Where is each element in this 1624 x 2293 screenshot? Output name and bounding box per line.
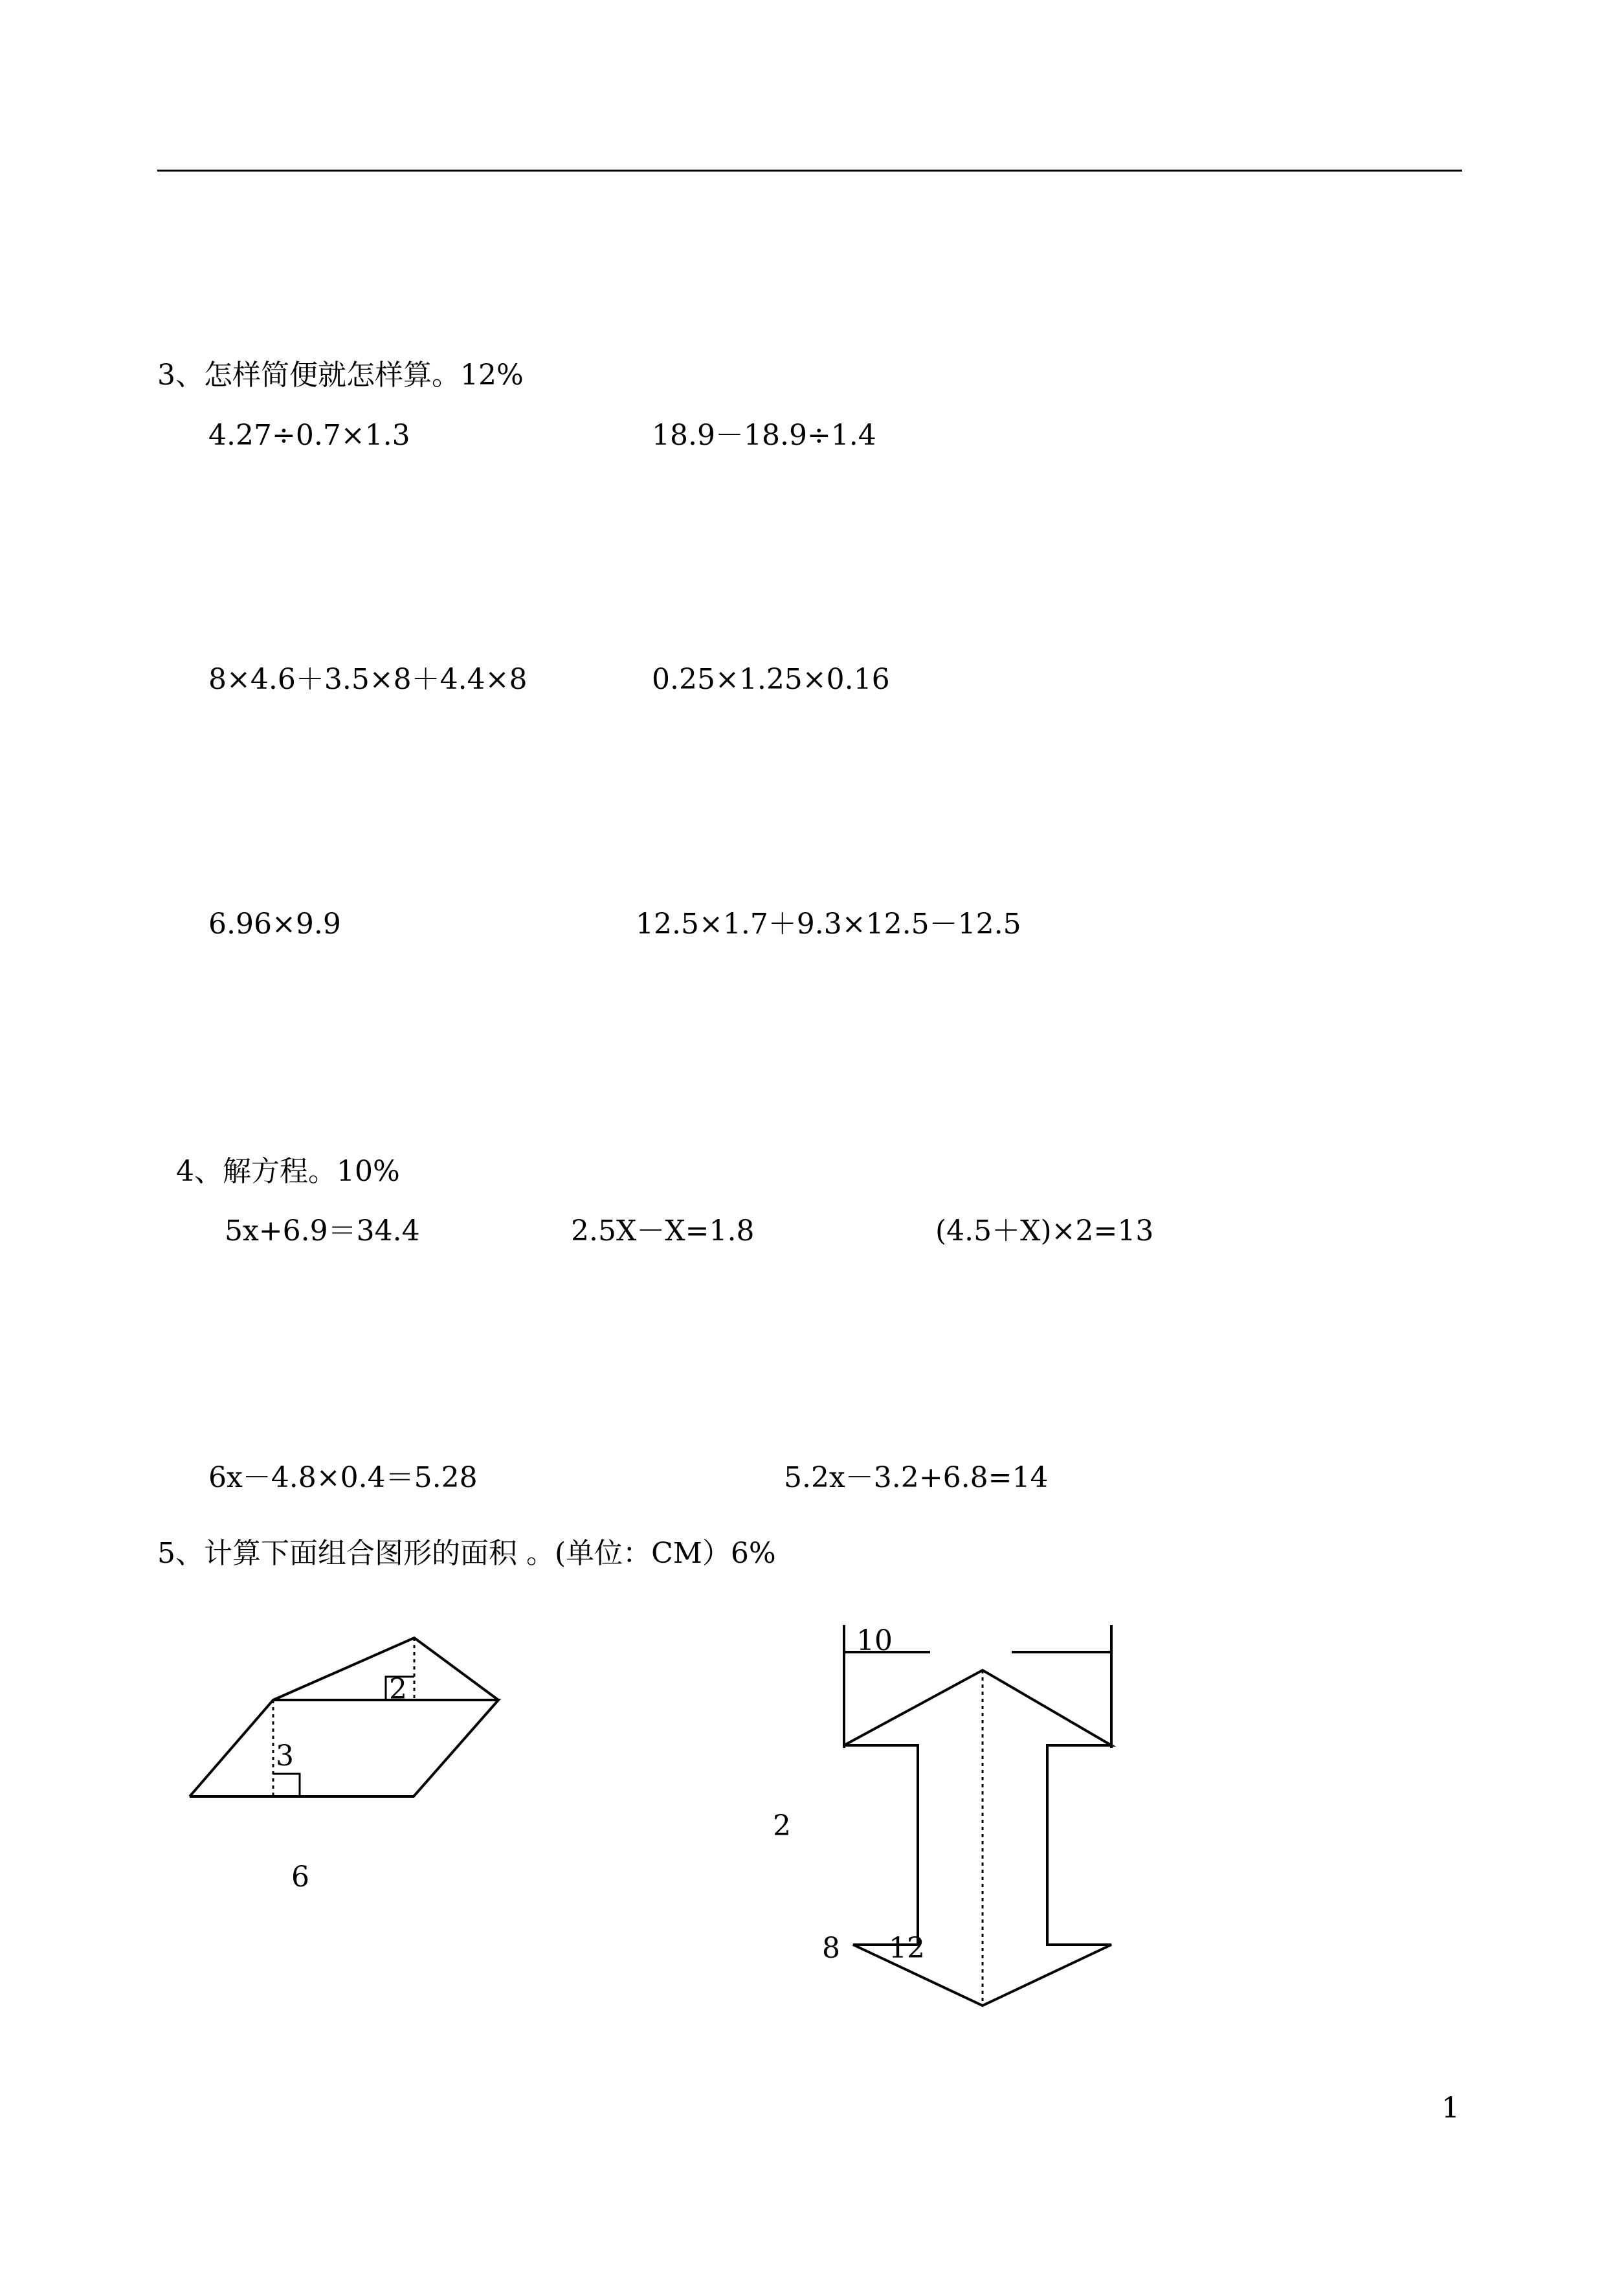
equation-1: 5x+6.9＝34.4 [225, 1214, 420, 1247]
problem-3-5: 6.96×9.9 [208, 908, 341, 941]
figure1-label-height-lower: 3 [276, 1739, 294, 1773]
parallelogram-outline [190, 1700, 498, 1796]
page-number: 1 [1441, 2092, 1460, 2125]
figure1-label-height-upper: 2 [389, 1673, 407, 1706]
figure2-label-bottom: 12 [889, 1932, 925, 1965]
right-angle-mark-lower [273, 1774, 300, 1796]
figure2-label-left-bottom: 8 [822, 1932, 840, 1965]
equation-5: 5.2x－3.2+6.8=14 [784, 1461, 1049, 1494]
triangle-outline [273, 1638, 498, 1700]
figure2-label-side-height: 2 [773, 1809, 791, 1842]
problem-3-4: 0.25×1.25×0.16 [652, 663, 890, 696]
equation-3: (4.5＋X)×2=13 [935, 1214, 1154, 1247]
arrow-outline [844, 1670, 1111, 2006]
problem-3-1: 4.27÷0.7×1.3 [208, 419, 410, 452]
figure1-label-base: 6 [291, 1861, 309, 1894]
header-rule [157, 170, 1462, 172]
figure2-label-top-width: 10 [856, 1624, 893, 1657]
problem-3-3: 8×4.6＋3.5×8＋4.4×8 [208, 663, 528, 696]
section3-heading: 3、怎样简便就怎样算。12% [157, 359, 524, 392]
problem-3-6: 12.5×1.7＋9.3×12.5－12.5 [636, 908, 1021, 941]
equation-4: 6x－4.8×0.4＝5.28 [208, 1461, 478, 1494]
problem-3-2: 18.9－18.9÷1.4 [652, 419, 876, 452]
section4-heading: 4、解方程。10% [176, 1155, 400, 1188]
equation-2: 2.5X－X=1.8 [571, 1214, 755, 1247]
section5-heading: 5、计算下面组合图形的面积 。(单位：CM）6% [157, 1537, 776, 1570]
